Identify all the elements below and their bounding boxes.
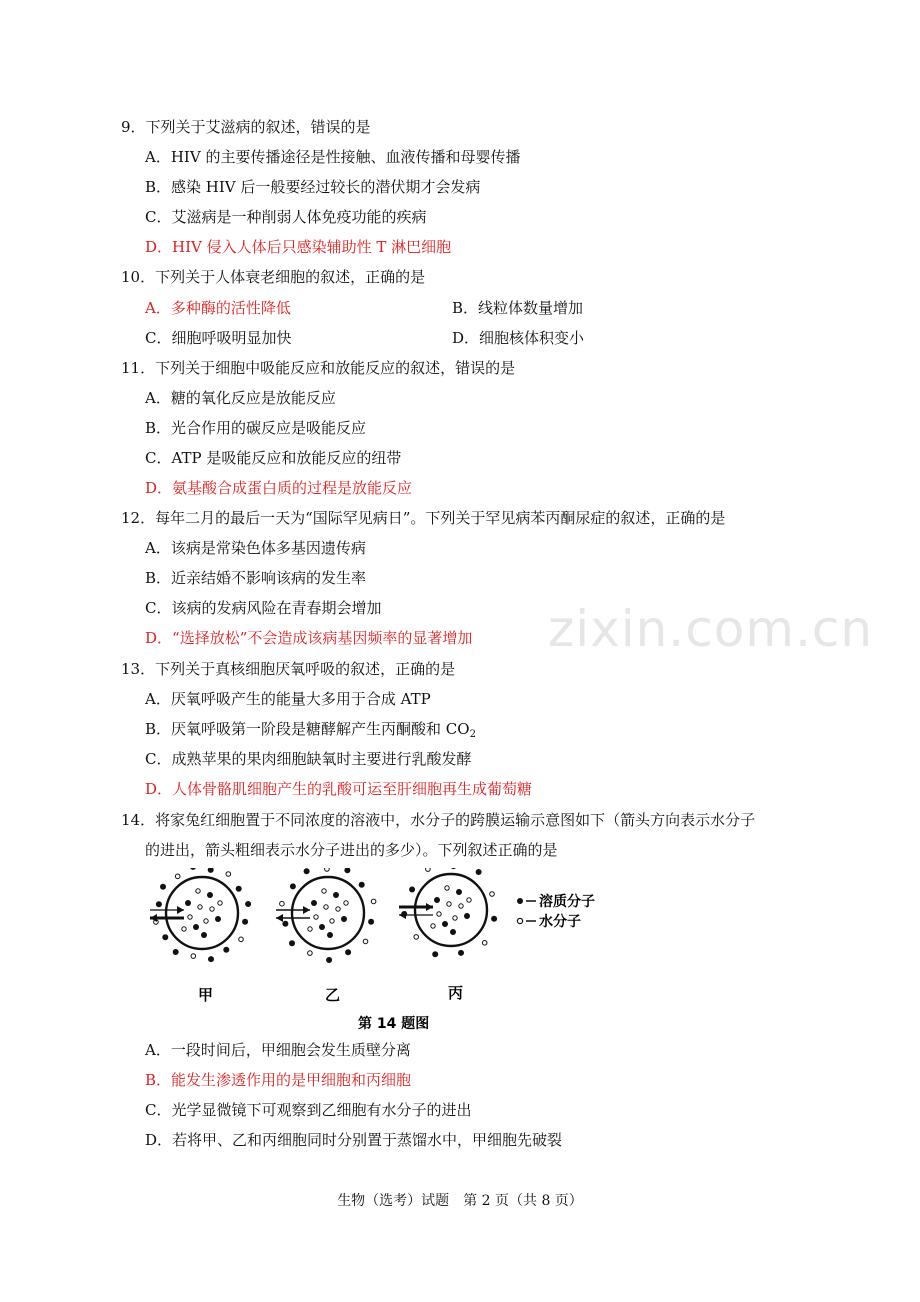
water-in-arrowhead <box>303 906 310 914</box>
q13-option-c[interactable]: C．成熟苹果的果肉细胞缺氧时主要进行乳酸发酵 <box>145 750 472 768</box>
q12-option-a[interactable]: A．该病是常染色体多基因遗传病 <box>145 539 366 557</box>
water-dot <box>445 886 449 890</box>
solute-dot <box>190 868 196 870</box>
question-14-stem: 14．将家兔红细胞置于不同浓度的溶液中，水分子的跨膜运输示意图如下（箭头方向表示水分子 <box>121 811 756 829</box>
q10-option-c[interactable]: C．细胞呼吸明显加快 <box>145 329 292 347</box>
solute-dot <box>160 884 166 890</box>
water-dot <box>453 916 457 920</box>
solute-dot <box>193 924 199 930</box>
question-11-stem: 11．下列关于细胞中吸能反应和放能反应的叙述，错误的是 <box>121 359 516 377</box>
question-9-stem: 9．下列关于艾滋病的叙述，错误的是 <box>121 118 371 136</box>
q14-option-b-answer[interactable]: B．能发生渗透作用的是甲细胞和丙细胞 <box>145 1071 412 1089</box>
solute-dot <box>434 897 440 903</box>
solute-dot <box>208 956 214 962</box>
q11-option-d-answer[interactable]: D．氨基酸合成蛋白质的过程是放能反应 <box>145 479 413 497</box>
figure-caption: 第 14 题图 <box>358 1016 430 1032</box>
water-dot <box>218 901 222 905</box>
water-dot <box>191 954 196 959</box>
question-14-stem-cont: 的进出，箭头粗细表示水分子进出的多少）。下列叙述正确的是 <box>145 841 558 859</box>
water-dot <box>188 915 192 919</box>
water-dot <box>330 919 334 923</box>
water-dot <box>363 939 368 944</box>
solute-dot <box>464 913 470 919</box>
water-dot <box>175 874 180 879</box>
q9-option-c[interactable]: C．艾滋病是一种削弱人体免疫功能的疾病 <box>145 208 427 226</box>
water-dot <box>196 889 200 893</box>
water-dot <box>324 905 328 909</box>
q9-option-d-answer[interactable]: D．HIV 侵入人体后只感染辅助性 T 淋巴细胞 <box>145 238 452 256</box>
q14-option-d[interactable]: D．若将甲、乙和丙细胞同时分别置于蒸馏水中，甲细胞先破裂 <box>145 1131 563 1149</box>
solute-dot <box>289 940 295 946</box>
solute-dot <box>236 886 242 892</box>
solute-dot <box>319 924 325 930</box>
q10-option-d[interactable]: D．细胞核体积变小 <box>452 329 585 347</box>
question-10-stem: 10．下列关于人体衰老细胞的叙述，正确的是 <box>121 268 426 286</box>
solute-dot <box>282 921 288 927</box>
solute-dot <box>242 919 248 925</box>
solute-dot <box>456 889 462 895</box>
cell-label-jia: 甲 <box>198 986 214 1004</box>
solute-dot <box>327 932 333 938</box>
q12-option-d-answer[interactable]: D．“选择放松”不会造成该病基因频率的显著增加 <box>145 629 473 647</box>
solute-dot <box>458 950 464 956</box>
water-dot <box>490 892 495 897</box>
q9-option-a[interactable]: A．HIV 的主要传播途径是性接触、血液传播和母婴传播 <box>145 148 521 166</box>
legend-water-label: 水分子 <box>539 914 581 930</box>
cell-membrane-jia <box>166 877 238 949</box>
water-dot <box>280 901 285 906</box>
water-dot <box>482 941 487 946</box>
water-dot <box>437 912 441 916</box>
water-dot <box>447 902 451 906</box>
page-footer: 生物（选考）试题 第 2 页（共 8 页） <box>337 1193 583 1209</box>
solute-dot <box>207 892 213 898</box>
cell-label-yi: 乙 <box>325 986 341 1004</box>
solute-dot <box>409 887 415 893</box>
solute-dot <box>156 901 162 907</box>
solute-dot <box>333 892 339 898</box>
solute-dot <box>491 916 497 922</box>
solute-dot <box>432 951 438 957</box>
solute-dot <box>344 868 350 873</box>
water-dot <box>308 927 312 931</box>
water-dot <box>459 904 463 908</box>
water-dot <box>414 935 419 940</box>
q11-option-b[interactable]: B．光合作用的碳反应是吸能反应 <box>145 419 367 437</box>
water-dot <box>344 901 348 905</box>
question-13-stem: 13．下列关于真核细胞厌氧呼吸的叙述，正确的是 <box>121 660 456 678</box>
q14-option-c[interactable]: C．光学显微镜下可观察到乙细胞有水分子的进出 <box>145 1101 472 1119</box>
q10-option-b[interactable]: B．线粒体数量增加 <box>452 299 584 317</box>
q13-option-d-answer[interactable]: D．人体骨骼肌细胞产生的乳酸可运至肝细胞再生成葡萄糖 <box>145 780 533 798</box>
q10-option-a-answer[interactable]: A．多种酶的活性降低 <box>145 299 291 317</box>
solute-dot <box>201 932 207 938</box>
solute-dot <box>476 869 482 875</box>
solute-dot <box>345 949 351 955</box>
cell-membrane-bing <box>415 874 487 946</box>
solute-dot <box>223 947 229 953</box>
q12-option-c[interactable]: C．该病的发病风险在青春期会增加 <box>145 599 382 617</box>
water-dot <box>226 872 231 877</box>
solute-dot <box>185 900 191 906</box>
solute-dot <box>326 957 332 963</box>
water-dot <box>239 937 244 942</box>
osmosis-figure <box>140 868 620 1038</box>
solute-dot <box>450 929 456 935</box>
water-dot <box>198 905 202 909</box>
water-dot <box>336 907 340 911</box>
water-dot <box>308 951 313 956</box>
water-dot <box>322 889 326 893</box>
solute-dot <box>442 921 448 927</box>
water-dot <box>325 868 330 871</box>
solute-dot <box>368 919 374 925</box>
solute-dot <box>304 868 310 874</box>
watermark: zixin.com.cn <box>548 600 874 658</box>
solute-dot <box>245 901 251 907</box>
q9-option-b[interactable]: B．感染 HIV 后一般要经过较长的潜伏期才会发病 <box>145 178 481 196</box>
solute-dot <box>215 916 221 922</box>
q13-option-b[interactable]: B．厌氧呼吸第一阶段是糖酵解产生丙酮酸和 $CO_2$ <box>145 720 476 740</box>
water-dot <box>210 907 214 911</box>
q11-option-c[interactable]: C．ATP 是吸能反应和放能反应的纽带 <box>145 449 402 467</box>
water-dot <box>204 919 208 923</box>
cell-membrane-yi <box>292 877 364 949</box>
q11-option-a[interactable]: A．糖的氧化反应是放能反应 <box>145 389 336 407</box>
water-in-arrowhead <box>426 903 433 911</box>
solute-dot <box>208 868 214 873</box>
solute-dot <box>311 900 317 906</box>
water-dot <box>467 898 471 902</box>
q13-option-a[interactable]: A．厌氧呼吸产生的能量大多用于合成 ATP <box>145 690 431 708</box>
solute-dot <box>173 949 179 955</box>
water-dot <box>314 915 318 919</box>
water-in-arrowhead <box>177 906 184 914</box>
legend <box>517 893 595 930</box>
water-dot <box>371 899 376 904</box>
q12-option-b[interactable]: B．近亲结婚不影响该病的发生率 <box>145 569 367 587</box>
legend-solute-label: 溶质分子 <box>539 894 595 910</box>
solute-dot <box>451 868 457 869</box>
water-dot <box>182 927 186 931</box>
solute-dot <box>162 934 168 940</box>
water-out-arrowhead <box>276 914 283 922</box>
solute-dot <box>290 883 296 889</box>
solute-dot <box>359 882 365 888</box>
water-dot <box>426 868 431 871</box>
question-12-stem: 12．每年二月的最后一天为“国际罕见病日”。下列关于罕见病苯丙酮尿症的叙述，正确的是 <box>121 509 726 527</box>
solute-dot <box>341 916 347 922</box>
cell-label-bing: 丙 <box>448 984 464 1002</box>
q14-option-a[interactable]: A．一段时间后，甲细胞会发生质壁分离 <box>145 1041 411 1059</box>
water-dot <box>431 924 435 928</box>
